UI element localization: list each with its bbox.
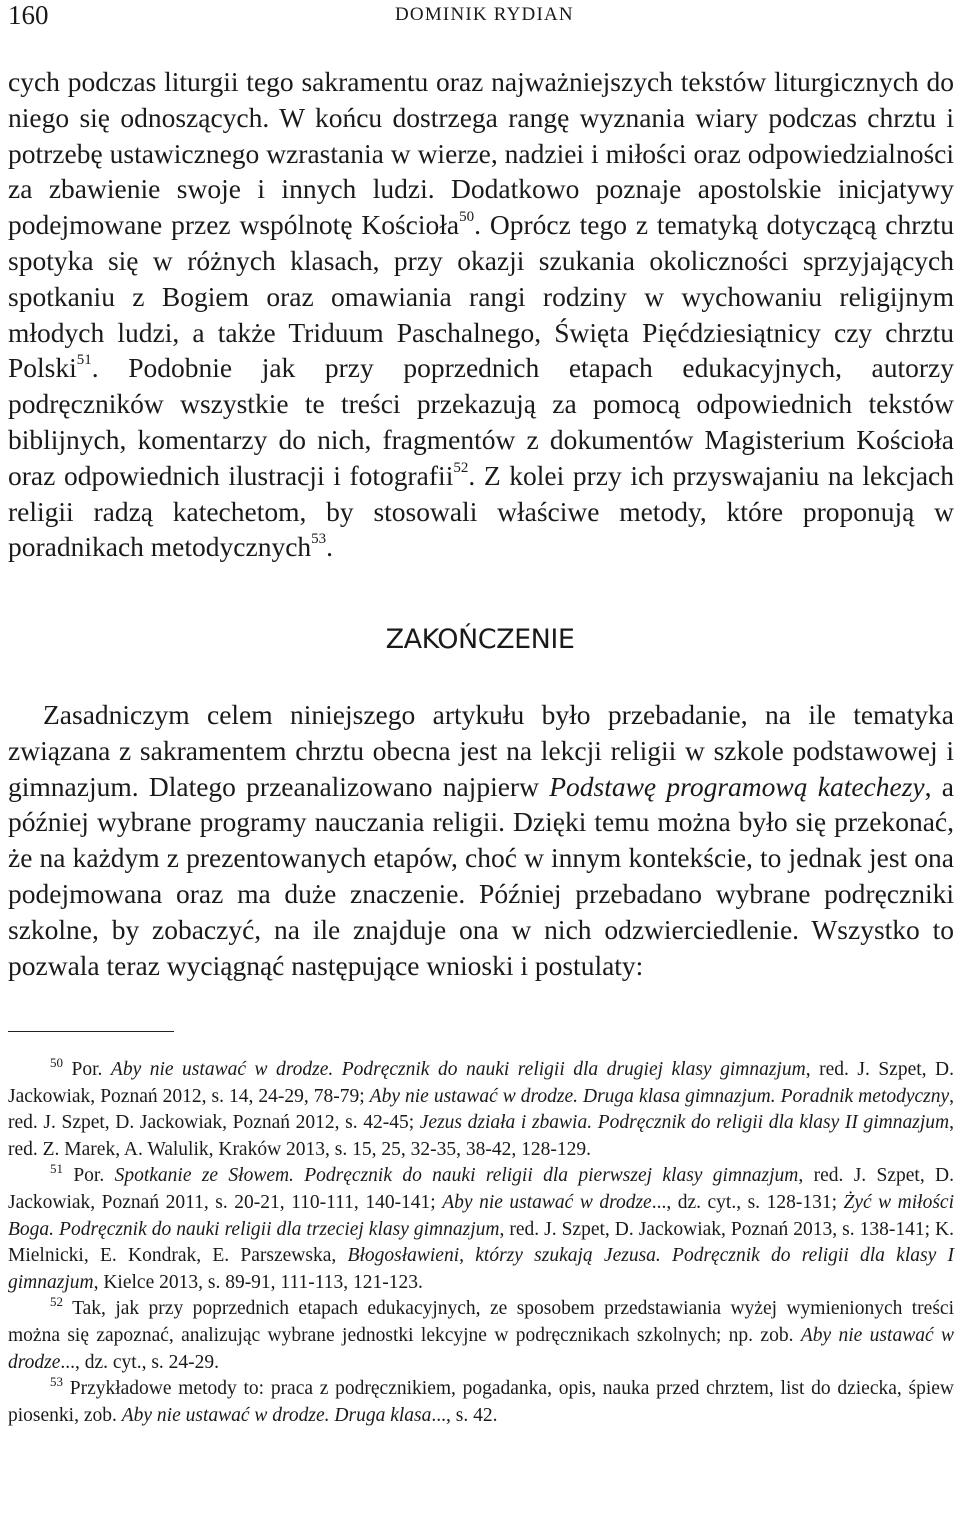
footnote-text: , red. J. Szpet, D. Jackowiak, Poznań 2012, s. 42-45;: [8, 1085, 955, 1134]
footnote-text: , red. J. Szpet, D. Jackowiak, Poznań 2013, s. 138-141; K. Mielnicki, E. Kondrak, E. Parszewska,: [8, 1218, 954, 1267]
paragraph-text: . Podobnie jak przy poprzednich etapach edukacyjnych, autorzy podręczników wszystkie te treści przekazują za pomocą odpowiednich tekstów biblijnych, komentarzy do nich, fragmentów z dokumentów Magisterium Kościoła oraz odpowiednich ilustracji i fotografii: [8, 352, 954, 491]
footnote-53: [8, 1373, 954, 1429]
footnote-text: ..., s. 42.: [431, 1404, 498, 1426]
footnote-text: , Kielce 2013, s. 89-91, 111-113, 121-123.: [93, 1271, 423, 1293]
footnote-text: ..., dz. cyt., s. 24-29.: [60, 1351, 220, 1373]
footnote-number: 53: [50, 1373, 63, 1389]
footnotes: [8, 1054, 955, 1429]
footnote-text: Por.: [63, 1059, 111, 1080]
page-header: [8, 0, 956, 32]
paragraph-text: . Z kolei przy ich przyswajaniu na lekcjach religii radzą katechetom, by stosowali właściwe metody, które proponują w poradnikach metodycznych: [8, 459, 955, 563]
footnote-51: [8, 1160, 955, 1296]
footnote-text: Por.: [63, 1165, 115, 1187]
footnote-title: Jezus działa i zbawia. Podręcznik do religii dla klasy II gimnazjum: [419, 1112, 950, 1134]
footnote-text: , red. J. Szpet, D. Jackowiak, Poznań 2011, s. 20-21, 110-111, 140-141;: [8, 1165, 954, 1213]
paragraph-text: .: [326, 531, 334, 563]
footnote-text: ..., dz. cyt., s. 128-131;: [651, 1191, 844, 1213]
footnote-title: Aby nie ustawać w drodze: [8, 1324, 954, 1373]
footnote-title: Spotkanie ze Słowem. Podręcznik do nauki religii dla pierwszej klasy gimnazjum: [114, 1165, 799, 1187]
footnote-ref-51: 51: [76, 352, 92, 369]
footnote-number: 50: [50, 1054, 63, 1070]
paragraph-text: Zasadniczym celem niniejszego artykułu było przebadanie, na ile tematyka związana z sakramentem chrztu obecna jest na lekcji religii w szkole podstawowej i gimnazjum. Dlatego przeanalizowano najpierw: [8, 699, 954, 802]
footnote-text: Tak, jak przy poprzednich etapach edukacyjnych, ze sposobem przedstawiania wyżej wymienionych treści można się zapoznać, analizując wybrane jednostki lekcyjne w podręcznikach szkolnych; np. zob.: [8, 1298, 954, 1346]
footnote-title: Błogosławieni, którzy szukają Jezusa. Podręcznik do religii dla klasy I gimnazjum: [8, 1245, 954, 1293]
footnote-text: , red. Z. Marek, A. Walulik, Kraków 2013, s. 15, 25, 32-35, 38-42, 128-129.: [8, 1112, 954, 1160]
footnote-title: Aby nie ustawać w drodze. Podręcznik do nauki religii dla drugiej klasy gimnazjum: [110, 1059, 806, 1080]
footnote-50: [8, 1054, 955, 1163]
footnote-52: [8, 1293, 954, 1376]
running-head: DOMINIK RYDIAN: [395, 4, 574, 25]
footnote-title: Aby nie ustawać w drodze. Druga klasa gimnazjum. Poradnik metodyczny: [369, 1085, 950, 1107]
paragraph-text: cych podczas liturgii tego sakramentu oraz najważniejszych tekstów liturgicznych do niego się odnoszących. W końcu dostrzega rangę wyznania wiary podczas chrztu i potrzebę ustawicznego wzrastania w wierze, nadziei i miłości oraz odpowiedzialności za zbawienie swoje i innych ludzi. Dodatkowo poznaje apostolskie inicjatywy podejmowane przez wspólnotę Kościoła: [8, 66, 954, 241]
footnote-text: , red. J. Szpet, D. Jackowiak, Poznań 2012, s. 14, 24-29, 78-79;: [8, 1059, 954, 1107]
footnote-text: Przykładowe metody to: praca z podręcznikiem, pogadanka, opis, nauka przed chrztem, list do dziecka, śpiew piosenki, zob.: [8, 1378, 954, 1426]
footnote-number: 51: [50, 1160, 63, 1176]
footnote-ref-53: 53: [311, 531, 327, 548]
footnote-title: Aby nie ustawać w drodze: [442, 1191, 652, 1213]
body-paragraph-2: [8, 697, 954, 983]
paragraph-text: , a później wybrane programy nauczania religii. Dzięki temu można było się przekonać, że na każdym z prezentowanych etapów, choć w innym kontekście, to jednak jest ona podejmowana oraz ma duże znaczenie. Później przebadano wybrane podręczniki szkolne, by zobaczyć, na ile znajduje ona w nich odzwierciedlenie. Wszystko to pozwala teraz wyciągnąć następujące wnioski i postulaty:: [8, 770, 954, 981]
section-heading: ZAKOŃCZENIE: [385, 624, 575, 655]
paragraph-text: . Oprócz tego z tematyką dotyczącą chrztu spotyka się w różnych klasach, przy okazji szukania okoliczności sprzyjających spotkaniu z Bogiem oraz omawiania rangi rodziny w wychowaniu religijnym młodych ludzi, a także Triduum Paschalnego, Święta Pięćdziesiątnicy czy chrztu Polski: [8, 209, 954, 384]
footnote-ref-52: 52: [453, 459, 469, 476]
italic-title: Podstawę programową katechezy: [549, 770, 925, 802]
footnote-ref-50: 50: [459, 209, 475, 226]
footnote-title: Żyć w miłości Boga. Podręcznik do nauki religii dla trzeciej klasy gimnazjum: [8, 1191, 955, 1240]
footnote-title: Aby nie ustawać w drodze. Druga klasa: [121, 1404, 432, 1426]
footnote-number: 52: [50, 1293, 63, 1309]
body-paragraph-1: [8, 64, 954, 565]
footnote-divider: [8, 1031, 174, 1032]
page-number: 160: [8, 0, 49, 30]
